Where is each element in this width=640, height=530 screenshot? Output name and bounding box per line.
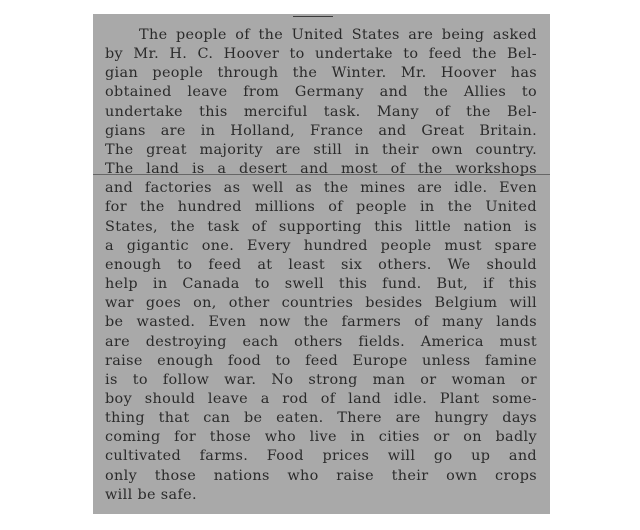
article-line: is to follow war. No strong man or woman or <box>105 371 537 388</box>
article-line: undertake this merciful task. Many of the Bel- <box>105 103 537 120</box>
article-line: raise enough food to feed Europe unless famine <box>105 352 537 369</box>
article-line: only those nations who raise their own crops <box>105 467 537 484</box>
article-line: will be safe. <box>105 486 197 503</box>
article-line: cultivated farms. Food prices will go up and <box>105 448 537 465</box>
article-line: enough to feed at least six others. We should <box>105 256 537 273</box>
article-body <box>105 26 537 505</box>
article-line: a gigantic one. Every hundred people must spare <box>105 237 537 254</box>
article-line: thing that can be eaten. There are hungry days <box>105 410 537 427</box>
article-line: for the hundred millions of people in the United <box>105 199 537 216</box>
article-line: help in Canada to swell this fund. But, if this <box>105 276 537 293</box>
article-line: States, the task of supporting this little nation is <box>105 218 537 235</box>
article-line: by Mr. H. C. Hoover to undertake to feed the Bel- <box>105 46 537 63</box>
article-line: The land is a desert and most of the workshops <box>105 161 537 178</box>
article-line: obtained leave from Germany and the Allies to <box>105 84 537 101</box>
article-line: gian people through the Winter. Mr. Hoover has <box>105 65 537 82</box>
article-line: are destroying each others fields. America must <box>105 333 537 350</box>
article-line: be wasted. Even now the farmers of many lands <box>105 314 537 331</box>
article-line: and factories as well as the mines are idle. Even <box>105 180 537 197</box>
article-line: gians are in Holland, France and Great Britain. <box>105 122 537 139</box>
top-rule <box>293 16 333 17</box>
article-line: coming for those who live in cities or on badly <box>105 429 537 446</box>
article-line: The great majority are still in their own country. <box>105 141 537 158</box>
newspaper-clipping <box>93 14 550 514</box>
article-line: The people of the United States are being asked <box>139 27 537 43</box>
article-line: boy should leave a rod of land idle. Plant some- <box>105 390 537 407</box>
article-line: war goes on, other countries besides Belgium will <box>105 295 537 312</box>
